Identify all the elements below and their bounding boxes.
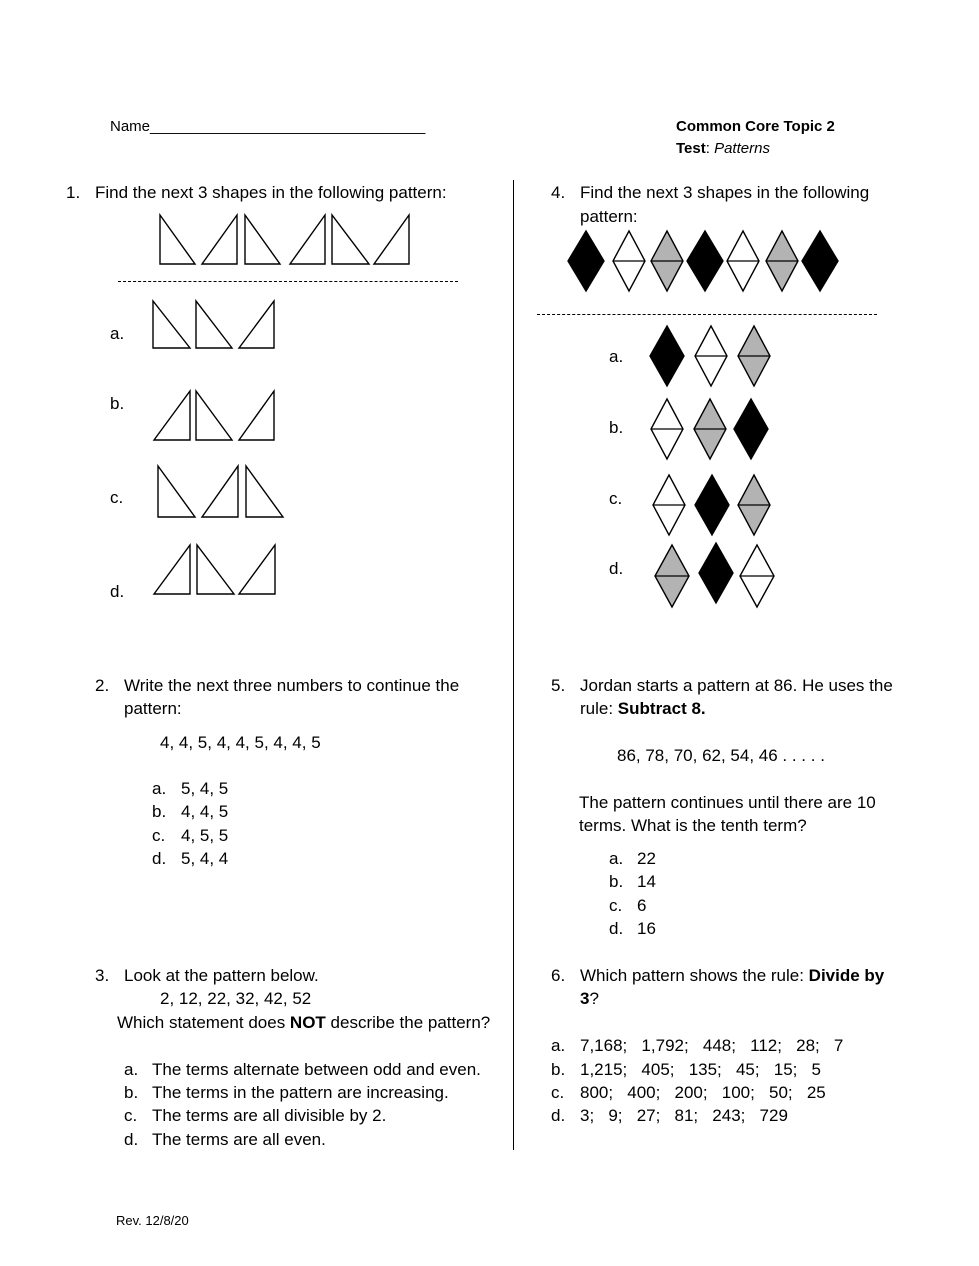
q5-text-line1: Jordan starts a pattern at 86. He uses the [580,676,893,695]
q2-option-d-letter[interactable]: d. [152,849,167,868]
triangle-shape [245,215,280,264]
diamond-black [687,231,723,291]
q4-divider [537,314,877,315]
q5-rule-pre: rule: [580,699,618,718]
triangle-shape [239,391,274,440]
triangle-shape [332,215,369,264]
q1-option-c-letter[interactable]: c. [110,488,124,507]
revision-note: Rev. 12/8/20 [116,1213,189,1228]
triangle-shape [246,466,283,517]
triangle-shape [239,545,275,594]
triangle-shape [196,391,232,440]
q4-text-line2: pattern: [580,207,638,226]
q3-statement-bold: NOT [289,1013,326,1032]
q3-option-d-letter[interactable]: d. [124,1130,139,1149]
q3-option-a-letter[interactable]: a. [124,1060,139,1079]
triangle-shape [239,301,274,348]
q5-option-c-letter[interactable]: c. [609,896,623,915]
q6-option-b-letter[interactable]: b. [551,1060,566,1079]
q6-option-d-letter[interactable]: d. [551,1106,566,1125]
q1-number: 1. [66,183,81,202]
q1-divider [118,281,458,282]
q5-option-b-letter[interactable]: b. [609,872,624,891]
q2-option-a-letter[interactable]: a. [152,779,167,798]
q2-option-b-letter[interactable]: b. [152,802,167,821]
q5-cont-line2: terms. What is the tenth term? [579,816,807,835]
q5-option-a-letter[interactable]: a. [609,849,624,868]
q4-text-line1: Find the next 3 shapes in the following [580,183,870,202]
q6-rule-bold-2: 3 [580,989,590,1008]
q6-option-a-text[interactable]: 7,168; 1,792; 448; 112; 28; 7 [580,1036,844,1055]
q3-statement-pre: Which statement does [117,1013,290,1032]
q4-option-d-shapes[interactable] [648,543,778,609]
q1-option-c-shapes[interactable] [150,463,290,521]
q5-option-b-text[interactable]: 14 [637,872,656,891]
triangle-shape [153,301,190,348]
q1-option-a-letter[interactable]: a. [110,324,125,343]
q1-pattern [150,210,420,270]
q4-option-b-letter[interactable]: b. [609,418,624,437]
name-label-text: Name [110,118,151,135]
triangle-shape [202,466,238,517]
q1-text: Find the next 3 shapes in the following pattern: [95,183,447,202]
diamond-black [695,475,729,535]
triangle-shape [154,391,190,440]
q3-statement-post: describe the pattern? [325,1013,491,1032]
diamond-black [568,231,604,291]
q2-option-c-text[interactable]: 4, 5, 5 [181,826,229,845]
triangle-shape [374,215,409,264]
test-subtitle [676,138,770,159]
q2-option-a-text[interactable]: 5, 4, 5 [181,779,229,798]
q5-number: 5. [551,676,566,695]
q5-rule-bold: Subtract 8. [617,699,706,718]
q2-text-line2: pattern: [124,699,182,718]
q6-text-line1 [580,964,884,987]
q3-option-c-text[interactable]: The terms are all divisible by 2. [152,1106,387,1125]
q3-option-a-text[interactable]: The terms alternate between odd and even. [152,1060,481,1079]
q3-option-d-text[interactable]: The terms are all even. [152,1130,326,1149]
triangle-shape [196,301,232,348]
q1-option-b-shapes[interactable] [150,388,280,444]
q1-option-a-shapes[interactable] [150,298,280,352]
q2-text-line1: Write the next three numbers to continue the [124,676,460,695]
triangle-shape [160,215,195,264]
test-topic: Patterns [714,140,770,157]
q3-text: Look at the pattern below. [124,966,319,985]
q6-rule-bold: Divide by [808,966,885,985]
q5-option-d-text[interactable]: 16 [637,919,656,938]
q5-option-d-letter[interactable]: d. [609,919,624,938]
q6-number: 6. [551,966,566,985]
q3-option-c-letter[interactable]: c. [124,1106,138,1125]
diamond-black [699,543,733,603]
q1-option-d-shapes[interactable] [150,542,280,598]
q6-option-d-text[interactable]: 3; 9; 27; 81; 243; 729 [580,1106,788,1125]
q6-rule-pre: Which pattern shows the rule: [580,966,809,985]
name-line[interactable]: _________________________________ [150,118,426,135]
q2-number: 2. [95,676,110,695]
column-divider [513,180,514,1150]
diamond-black [734,399,768,459]
q2-option-b-text[interactable]: 4, 4, 5 [181,802,229,821]
q3-sequence: 2, 12, 22, 32, 42, 52 [160,989,312,1008]
triangle-shape [154,545,190,594]
name-label [110,116,425,137]
test-title: Common Core Topic 2 [676,118,835,135]
diamond-black [802,231,838,291]
q2-sequence: 4, 4, 5, 4, 4, 5, 4, 4, 5 [160,733,321,752]
diamond-black [650,326,684,386]
q3-number: 3. [95,966,110,985]
q6-option-c-letter[interactable]: c. [551,1083,565,1102]
q4-option-c-shapes[interactable] [648,473,774,537]
q5-option-c-text[interactable]: 6 [637,896,647,915]
q6-option-b-text[interactable]: 1,215; 405; 135; 45; 15; 5 [580,1060,822,1079]
q6-option-c-text[interactable]: 800; 400; 200; 100; 50; 25 [580,1083,826,1102]
triangle-shape [158,466,195,517]
q5-option-a-text[interactable]: 22 [637,849,656,868]
q4-number: 4. [551,183,566,202]
test-sep: : [705,140,715,157]
q4-option-a-shapes[interactable] [648,324,774,388]
q6-text-line2 [580,987,599,1010]
q2-option-d-text[interactable]: 5, 4, 4 [181,849,229,868]
q1-option-d-letter[interactable]: d. [110,582,125,601]
q5-text-line2 [580,697,706,720]
q4-option-a-letter[interactable]: a. [609,347,624,366]
triangle-shape [202,215,237,264]
q5-sequence: 86, 78, 70, 62, 54, 46 . . . . . [617,746,825,765]
triangle-shape [197,545,234,594]
q4-option-c-letter[interactable]: c. [609,489,623,508]
test-label: Test [676,140,706,157]
q2-option-c-letter[interactable]: c. [152,826,166,845]
q5-cont-line1: The pattern continues until there are 10 [579,793,876,812]
q4-option-d-letter[interactable]: d. [609,559,624,578]
q3-option-b-letter[interactable]: b. [124,1083,139,1102]
q4-pattern [568,230,840,292]
q6-rule-post: ? [589,989,599,1008]
triangle-shape [290,215,325,264]
q1-option-b-letter[interactable]: b. [110,394,125,413]
q3-statement [117,1011,490,1034]
q4-option-b-shapes[interactable] [648,397,774,461]
q3-option-b-text[interactable]: The terms in the pattern are increasing. [152,1083,449,1102]
q6-option-a-letter[interactable]: a. [551,1036,566,1055]
